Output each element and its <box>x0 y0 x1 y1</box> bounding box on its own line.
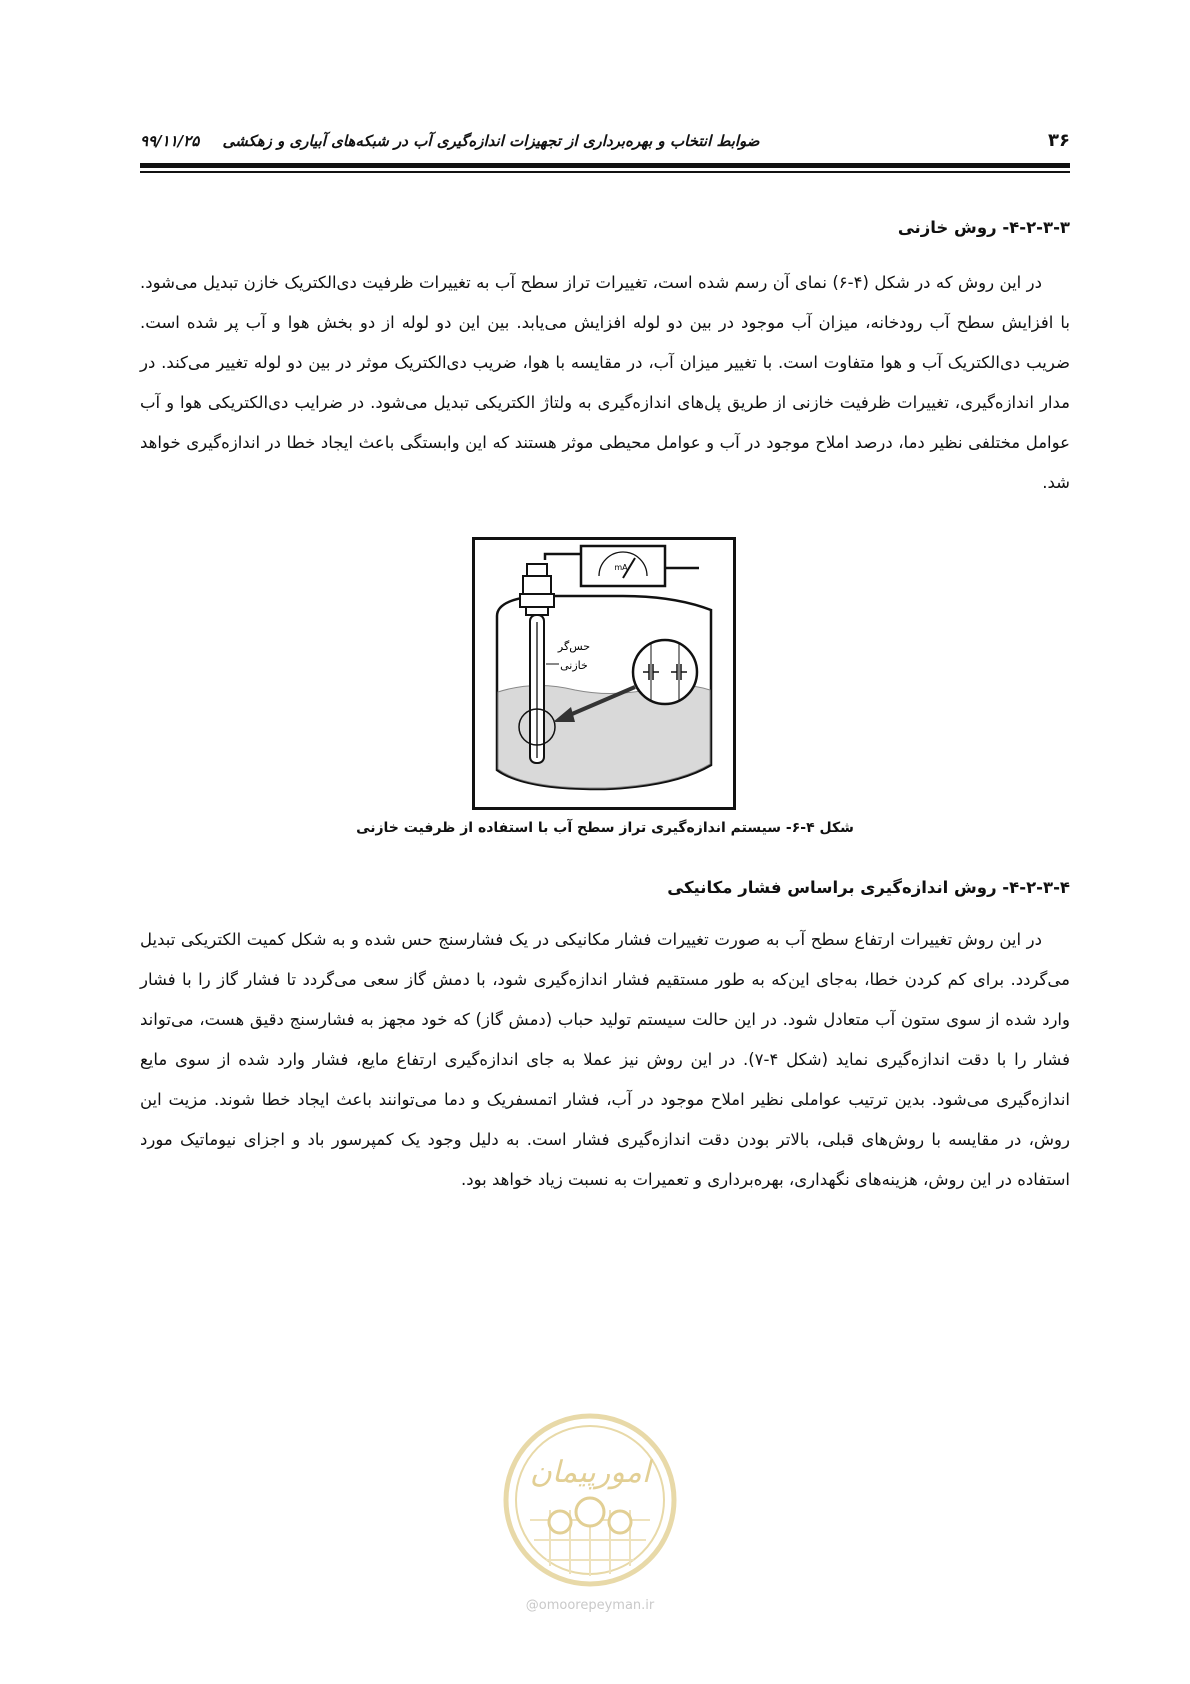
header-title-group <box>140 132 760 150</box>
header-title: ضوابط انتخاب و بهره‌برداری از تجهیزات اندازه‌گیری آب در شبکه‌های آبیاری و زهکشی <box>222 132 760 150</box>
watermark-url: @omoorepeyman.ir <box>525 1598 655 1613</box>
header-rule-thick <box>140 163 1070 168</box>
sensor-nut <box>520 594 554 607</box>
watermark-seal-text: امورپیمان <box>529 1455 651 1490</box>
sensor-cap <box>527 564 547 576</box>
section-heading-capacitive: ۴-۲-۳-۳- روش خازنی <box>897 218 1070 237</box>
sensor-body <box>523 576 551 594</box>
section-body-capacitive <box>140 263 1070 503</box>
sensor-label-line2: خازنی <box>560 659 588 672</box>
watermark-seal <box>500 1410 680 1590</box>
detail-circle <box>633 640 697 704</box>
meter-unit-label: mA <box>614 563 628 572</box>
page-number: ۳۶ <box>1048 130 1070 151</box>
paragraph-capacitive: در این روش که در شکل (۴-۶) نمای آن رسم شده است، تغییرات تراز سطح آب به تغییرات ظرفیت دی‌الکتریک خازن تبدیل می‌شود. با افزایش سطح آب رودخانه، میزان آب موجود در بین دو لوله افزایش می‌یابد. بین این دو لوله از دو بخش هوا و آب پر شده است. ضریب دی‌الکتریک آب و هوا متفاوت است. با تغییر میزان آب، در مقایسه با هوا، ضریب دی‌الکتریک موثر در بین دو لوله تغییر می‌کند. در مدار اندازه‌گیری، تغییرات ظرفیت خازنی از طریق پل‌های اندازه‌گیری به ولتاژ الکتریکی تبدیل می‌شود. در ضرایب دی‌الکتریکی هوا و آب عوامل مختلفی نظیر دما، درصد املاح موجود در آب و عوامل محیطی موثر هستند که این وابستگی باعث ایجاد خطا در اندازه‌گیری خواهد شد. <box>140 273 1070 492</box>
sensor-wire <box>545 554 581 560</box>
sensor-label-line1: حس‌گر <box>557 640 591 653</box>
header-rule-thin <box>140 171 1070 173</box>
paragraph-pressure: در این روش تغییرات ارتفاع سطح آب به صورت تغییرات فشار مکانیکی در یک فشارسنج حس شده و به شکل کمیت الکتریکی تبدیل می‌گردد. برای کم کردن خطا، به‌جای این‌که به طور مستقیم فشار اندازه‌گیری شود، با دمش گاز سعی می‌گردد تا فشار گاز را با فشار وارد شده از سوی ستون آب متعادل شود. در این حالت سیستم تولید حباب (دمش گاز) که خود مجهز به فشارسنج دقیق هست، می‌تواند فشار را با دقت اندازه‌گیری نماید (شکل ۴-۷). در این روش نیز عملا به جای اندازه‌گیری ارتفاع مایع، فشار وارد شده از سوی مایع اندازه‌گیری می‌شود. بدین ترتیب عواملی نظیر املاح موجود در آب، فشار اتمسفریک و دما می‌توانند باعث ایجاد خطا شوند. مزیت این روش، در مقایسه با روش‌های قبلی، بالاتر بودن دقت اندازه‌گیری فشار است. به دلیل وجود یک کمپرسور باد و اجزای نیوماتیک مورد استفاده در این روش، هزینه‌های نگهداری، بهره‌برداری و تعمیرات به نسبت زیاد خواهد بود. <box>140 930 1070 1189</box>
figure-drawing <box>475 540 733 807</box>
header-date: ۹۹/۱۱/۲۵ <box>140 132 200 150</box>
figure-caption: شکل ۴-۶- سیستم اندازه‌گیری تراز سطح آب با استفاده از ظرفیت خازنی <box>356 820 854 836</box>
sensor-thread <box>526 607 548 615</box>
section-body-pressure <box>140 920 1070 1200</box>
section-heading-pressure: ۴-۲-۳-۴- روش اندازه‌گیری براساس فشار مکانیکی <box>667 878 1070 897</box>
page-header <box>140 128 1070 158</box>
figure-capacitive-level-system <box>472 537 736 810</box>
